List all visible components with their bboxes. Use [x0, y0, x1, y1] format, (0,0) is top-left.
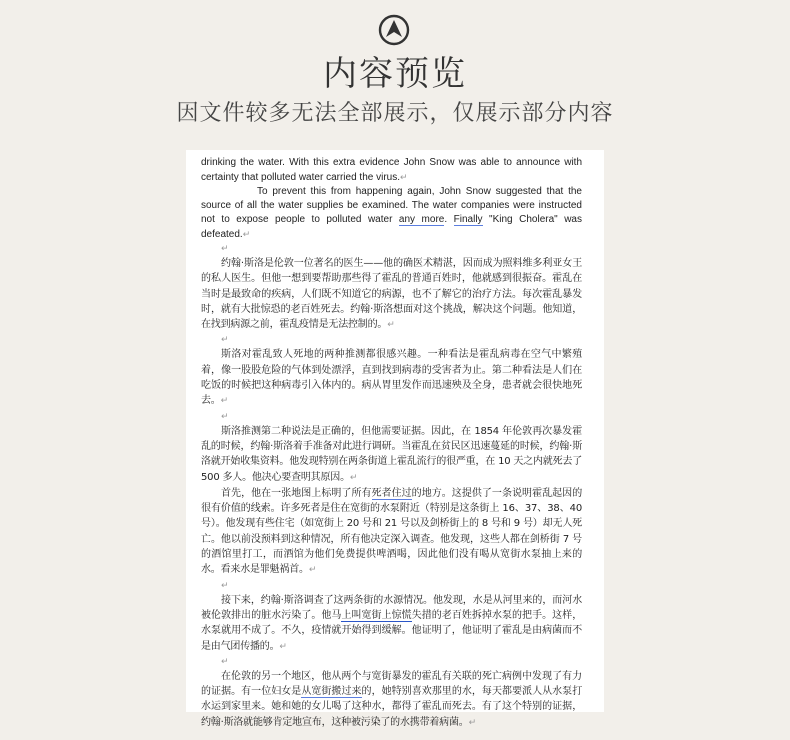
underlined-phrase: 上叫宽街上惊慌	[341, 609, 412, 621]
chinese-paragraph-2: 斯洛对霍乱致人死地的两种推测都很感兴趣。一种看法是霍乱病毒在空气中繁殖着，像一股股危险的气体到处漂浮，直到找到病毒的受害者为止。第二种看法是人们在吃饭的时候把这种病毒引入体内的。病从胃里发作而迅速殃及全身，患者就会很快地死去。↵	[201, 349, 582, 407]
underlined-word: Finally	[453, 214, 483, 225]
compass-arrow-icon	[378, 14, 410, 46]
paragraph-break: ↵	[221, 656, 229, 667]
paragraph-break: ↵	[221, 580, 229, 591]
chinese-paragraph-1: 约翰·斯洛是伦敦一位著名的医生——他的确医术精湛，因而成为照料维多利亚女王的私人医生。但他一想到要帮助那些得了霍乱的普通百姓时，他就感到很振奋。霍乱在当时是最致命的疾病，人们既不知道它的病源，也不了解它的治疗方法。每次霍乱暴发时，就有大批惊恐的老百姓死去。约翰·斯洛想面对这个挑战，解决这个问题。他知道，在找到病源之前，霍乱疫情是无法控制的。↵	[201, 258, 582, 331]
page-subtitle: 因文件较多无法全部展示，仅展示部分内容	[176, 101, 614, 126]
underlined-phrase: 死者住过	[371, 487, 412, 499]
english-paragraph-2: To prevent this from happening again, John Snow suggested that the source of all the water supplies be examined. The water companies were instructed not to expose people to polluted water any more. Finally "King Cholera" was defeated.↵	[201, 186, 582, 240]
chinese-paragraph-4: 首先，他在一张地图上标明了所有死者住过的地方。这提供了一条说明霍乱起因的很有价值的线索。许多死者是住在宽街的水泵附近（特别是这条街上 16、37、38、40 号）。他发现有些住宅（如宽街上 20 号和 21 号以及剑桥街上的 8 号和 9 号）却无人死亡。他以前没预料到这种情况，所有他决定深入调查。他发现，这些人都在剑桥街 7 号的酒馆里打工，而酒馆为他们免费提供啤酒喝，因此他们没有喝从宽街水泵抽上来的水。看来水是罪魁祸首。↵	[201, 487, 582, 576]
document-preview[interactable]	[186, 150, 604, 728]
page-header	[0, 0, 790, 150]
chinese-paragraph-5: 接下来，约翰·斯洛调查了这两条街的水源情况。他发现，水是从河里来的，而河水被伦敦排出的脏水污染了。他马上叫宽街上惊慌失措的老百姓拆掉水泵的把手。这样，水泵就用不成了。不久，疫情就开始得到缓解。他证明了，他证明了霍乱是由病菌而不是由气团传播的。↵	[201, 594, 582, 652]
paragraph-break: ↵	[221, 411, 229, 422]
paragraph-break: ↵	[221, 244, 229, 254]
english-paragraph-1: drinking the water. With this extra evidence John Snow was able to announce with certainty that polluted water carried the virus.↵	[201, 157, 582, 183]
chinese-paragraph-3: 斯洛推测第二种说法是正确的，但他需要证据。因此，在 1854 年伦敦再次暴发霍乱的时候，约翰·斯洛着手准备对此进行调研。当霍乱在贫民区迅速蔓延的时候，约翰·斯洛就开始收集资料。他发现特别在两条街道上霍乱流行的很严重，在 10 天之内就死去了 500 多人。他决心要查明其原因。↵	[201, 425, 582, 483]
page-title: 内容预览	[323, 54, 467, 94]
document-body	[201, 156, 582, 731]
paragraph-break: ↵	[221, 335, 229, 346]
underlined-phrase: 从宽街搬过来	[301, 686, 362, 698]
underlined-phrase: any more	[398, 214, 445, 225]
chinese-paragraph-6: 在伦敦的另一个地区，他从两个与宽街暴发的霍乱有关联的死亡病例中发现了有力的证据。有一位妇女是从宽街搬过来的，她特别喜欢那里的水，每天都要派人从水泵打水运到家里来。她和她的女儿喝了这种水，都得了霍乱而死去。有了这个特别的证据，约翰·斯洛就能够肯定地宣布，这种被污染了的水携带着病菌。↵	[201, 670, 582, 728]
